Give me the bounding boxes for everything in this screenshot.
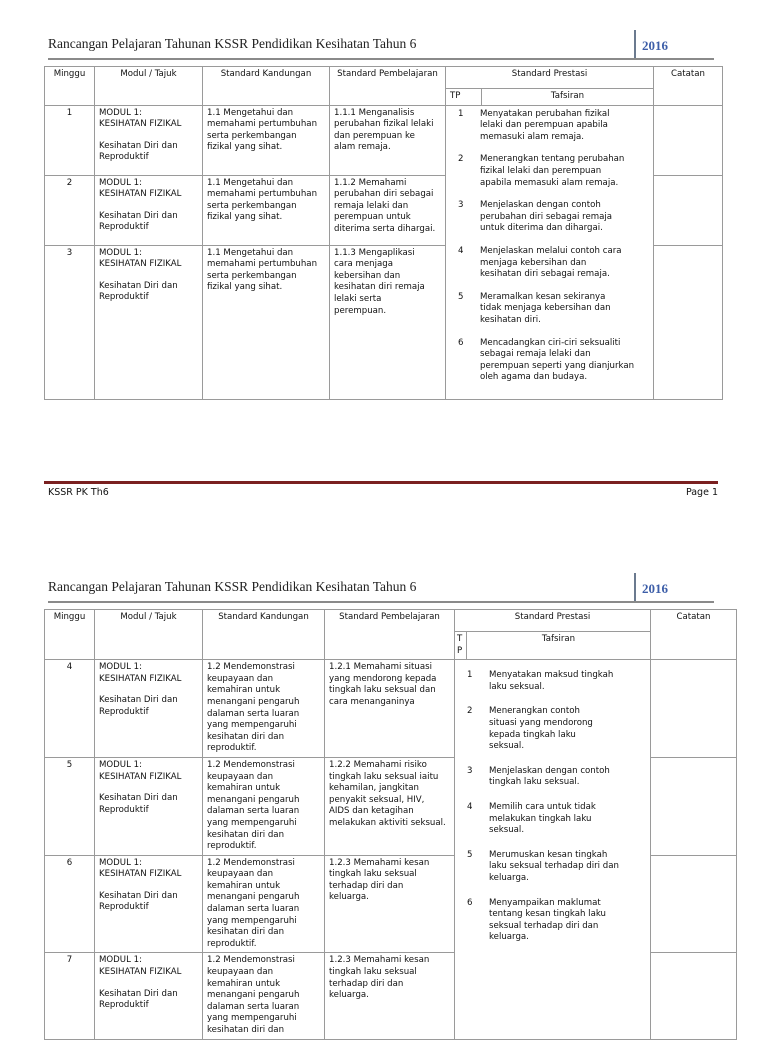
- tp-item: [450, 246, 649, 281]
- page-title: Rancangan Pelajaran Tahunan KSSR Pendidikan Kesihatan Tahun 6: [48, 36, 417, 51]
- tp-level: 3: [458, 200, 464, 211]
- page2-header: [48, 571, 714, 601]
- cell-minggu: 4: [45, 660, 95, 758]
- tp-description: Meramalkan kesan sekiranya tidak menjaga kebersihan dan kesihatan diri.: [480, 291, 611, 325]
- cell-modul: [95, 245, 203, 399]
- col-minggu: Minggu: [45, 610, 95, 660]
- cell-kandungan: 1.2 Mendemonstrasi keupayaan dan kemahiran untuk menangani pengaruh dalaman serta luaran yang mempengaruhi kesihatan diri dan reproduktif.: [203, 660, 325, 758]
- table-row: [45, 660, 737, 758]
- cell-catatan: [654, 245, 723, 399]
- tp-level: 4: [467, 801, 473, 812]
- col-prestasi: Standard Prestasi: [455, 610, 651, 632]
- cell-kandungan: 1.1 Mengetahui dan memahami pertumbuhan serta perkembangan fizikal yang sihat.: [203, 105, 330, 175]
- col-catatan: Catatan: [651, 610, 737, 660]
- footer-doc-code: KSSR PK Th6: [48, 487, 109, 498]
- cell-catatan: [651, 757, 737, 855]
- cell-catatan: [651, 953, 737, 1039]
- tajuk-name: Kesihatan Diri dan Reproduktif: [99, 140, 178, 163]
- year-label: 2016: [634, 30, 714, 58]
- cell-catatan: [654, 105, 723, 175]
- tp-item: [450, 200, 649, 235]
- tp-item: [459, 898, 646, 944]
- modul-name: MODUL 1: KESIHATAN FIZIKAL: [99, 177, 182, 200]
- tp-level: 1: [458, 108, 464, 119]
- tp-description: Menerangkan contoh situasi yang mendorong kepada tingkah laku seksual.: [489, 706, 593, 752]
- cell-catatan: [654, 175, 723, 245]
- table-row: [45, 105, 723, 175]
- col-tp: T P: [455, 632, 467, 660]
- year-label: 2016: [634, 573, 714, 601]
- tp-level: 6: [458, 337, 464, 348]
- tp-item: [459, 850, 646, 885]
- cell-pembelajaran: 1.2.3 Memahami kesan tingkah laku seksual terhadap diri dan keluarga.: [325, 855, 455, 953]
- tp-description: Menjelaskan dengan contoh tingkah laku seksual.: [489, 765, 610, 788]
- cell-pembelajaran: 1.1.2 Memahami perubahan diri sebagai remaja lelaki dan perempuan untuk diterima serta dihargai.: [330, 175, 446, 245]
- footer-rule: [44, 481, 718, 484]
- tajuk-name: Kesihatan Diri dan Reproduktif: [99, 793, 178, 815]
- tp-item: [450, 154, 649, 189]
- col-modul: Modul / Tajuk: [95, 67, 203, 106]
- tajuk-name: Kesihatan Diri dan Reproduktif: [99, 280, 178, 303]
- tp-item: [459, 802, 646, 837]
- lesson-plan-table-page2: [44, 609, 737, 1040]
- cell-modul: [95, 757, 203, 855]
- col-pembelajaran: Standard Pembelajaran: [330, 67, 446, 106]
- cell-pembelajaran: 1.1.3 Mengaplikasi cara menjaga kebersihan dan kesihatan diri remaja lelaki serta perempuan.: [330, 245, 446, 399]
- col-tp: TP: [446, 89, 482, 106]
- tp-description: Menerangkan tentang perubahan fizikal lelaki dan perempuan apabila memasuki alam remaja.: [480, 154, 625, 188]
- cell-pembelajaran: 1.1.1 Menganalisis perubahan fizikal lelaki dan perempuan ke alam remaja.: [330, 105, 446, 175]
- tp-level: 1: [467, 670, 473, 681]
- col-catatan: Catatan: [654, 67, 723, 106]
- tajuk-name: Kesihatan Diri dan Reproduktif: [99, 695, 178, 717]
- header-rule: [48, 58, 714, 60]
- tp-item: [459, 670, 646, 693]
- tp-item: [459, 706, 646, 752]
- page-title: Rancangan Pelajaran Tahunan KSSR Pendidikan Kesihatan Tahun 6: [48, 579, 417, 594]
- cell-pembelajaran: 1.2.2 Memahami risiko tingkah laku seksual iaitu kehamilan, jangkitan penyakit seksual, HIV, AIDS dan ketagihan melakukan aktiviti seksual.: [325, 757, 455, 855]
- modul-name: MODUL 1: KESIHATAN FIZIKAL: [99, 759, 182, 782]
- cell-modul: [95, 953, 203, 1039]
- cell-tafsiran-list: [455, 660, 651, 1039]
- cell-catatan: [651, 660, 737, 758]
- cell-catatan: [651, 855, 737, 953]
- cell-modul: [95, 855, 203, 953]
- col-minggu: Minggu: [45, 67, 95, 106]
- cell-modul: [95, 175, 203, 245]
- cell-modul: [95, 660, 203, 758]
- tp-description: Menjelaskan melalui contoh cara menjaga kebersihan dan kesihatan diri sebagai remaja.: [480, 245, 622, 280]
- cell-kandungan: 1.2 Mendemonstrasi keupayaan dan kemahiran untuk menangani pengaruh dalaman serta luaran yang mempengaruhi kesihatan diri dan: [203, 953, 325, 1039]
- lesson-plan-table-page1: [44, 66, 723, 400]
- tp-item: [450, 338, 649, 384]
- cell-tafsiran-list: [446, 105, 654, 399]
- modul-name: MODUL 1: KESIHATAN FIZIKAL: [99, 955, 182, 978]
- cell-modul: [95, 105, 203, 175]
- col-modul: Modul / Tajuk: [95, 610, 203, 660]
- cell-minggu: 2: [45, 175, 95, 245]
- cell-kandungan: 1.2 Mendemonstrasi keupayaan dan kemahiran untuk menangani pengaruh dalaman serta luaran yang mempengaruhi kesihatan diri dan reproduktif.: [203, 855, 325, 953]
- tp-level: 4: [458, 245, 464, 256]
- tp-description: Merumuskan kesan tingkah laku seksual terhadap diri dan keluarga.: [489, 849, 619, 883]
- cell-minggu: 5: [45, 757, 95, 855]
- col-tafsiran: Tafsiran: [467, 632, 651, 660]
- tp-description: Mencadangkan ciri-ciri seksualiti sebagai remaja lelaki dan perempuan seperti yang dianjurkan oleh agama dan budaya.: [480, 337, 635, 383]
- col-tafsiran: Tafsiran: [482, 89, 654, 106]
- modul-name: MODUL 1: KESIHATAN FIZIKAL: [99, 662, 182, 684]
- cell-minggu: 1: [45, 105, 95, 175]
- tp-level: 6: [467, 897, 473, 908]
- tp-level: 5: [458, 291, 464, 302]
- page1-header: [48, 28, 714, 58]
- modul-name: MODUL 1: KESIHATAN FIZIKAL: [99, 247, 182, 270]
- tp-description: Menyampaikan maklumat tentang kesan tingkah laku seksual terhadap diri dan keluarga.: [489, 897, 606, 943]
- modul-name: MODUL 1: KESIHATAN FIZIKAL: [99, 857, 182, 880]
- col-prestasi: Standard Prestasi: [446, 67, 654, 89]
- cell-minggu: 3: [45, 245, 95, 399]
- header-rule: [48, 601, 714, 603]
- tp-description: Memilih cara untuk tidak melakukan tingkah laku seksual.: [489, 801, 596, 836]
- tp-item: [450, 109, 649, 144]
- tp-level: 5: [467, 849, 473, 860]
- cell-minggu: 7: [45, 953, 95, 1039]
- tp-item: [459, 766, 646, 789]
- cell-kandungan: 1.1 Mengetahui dan memahami pertumbuhan serta perkembangan fizikal yang sihat.: [203, 245, 330, 399]
- tp-level: 2: [467, 706, 473, 717]
- cell-pembelajaran: 1.2.1 Memahami situasi yang mendorong kepada tingkah laku seksual dan cara menanganinya: [325, 660, 455, 758]
- tp-level: 3: [467, 765, 473, 776]
- tp-description: Menjelaskan dengan contoh perubahan diri sebagai remaja untuk diterima dan dihargai.: [480, 200, 613, 234]
- cell-pembelajaran: 1.2.3 Memahami kesan tingkah laku seksual terhadap diri dan keluarga.: [325, 953, 455, 1039]
- tajuk-name: Kesihatan Diri dan Reproduktif: [99, 988, 178, 1011]
- tp-level: 2: [458, 154, 464, 165]
- cell-minggu: 6: [45, 855, 95, 953]
- tp-item: [450, 292, 649, 327]
- col-kandungan: Standard Kandungan: [203, 610, 325, 660]
- tajuk-name: Kesihatan Diri dan Reproduktif: [99, 890, 178, 913]
- tp-description: Menyatakan maksud tingkah laku seksual.: [489, 670, 614, 692]
- tp-description: Menyatakan perubahan fizikal lelaki dan perempuan apabila memasuki alam remaja.: [480, 108, 610, 142]
- col-pembelajaran: Standard Pembelajaran: [325, 610, 455, 660]
- footer-page-number: Page 1: [685, 487, 718, 498]
- cell-kandungan: 1.1 Mengetahui dan memahami pertumbuhan serta perkembangan fizikal yang sihat.: [203, 175, 330, 245]
- tajuk-name: Kesihatan Diri dan Reproduktif: [99, 210, 178, 233]
- cell-kandungan: 1.2 Mendemonstrasi keupayaan dan kemahiran untuk menangani pengaruh dalaman serta luaran yang mempengaruhi kesihatan diri dan reproduktif.: [203, 757, 325, 855]
- modul-name: MODUL 1: KESIHATAN FIZIKAL: [99, 107, 182, 130]
- col-kandungan: Standard Kandungan: [203, 67, 330, 106]
